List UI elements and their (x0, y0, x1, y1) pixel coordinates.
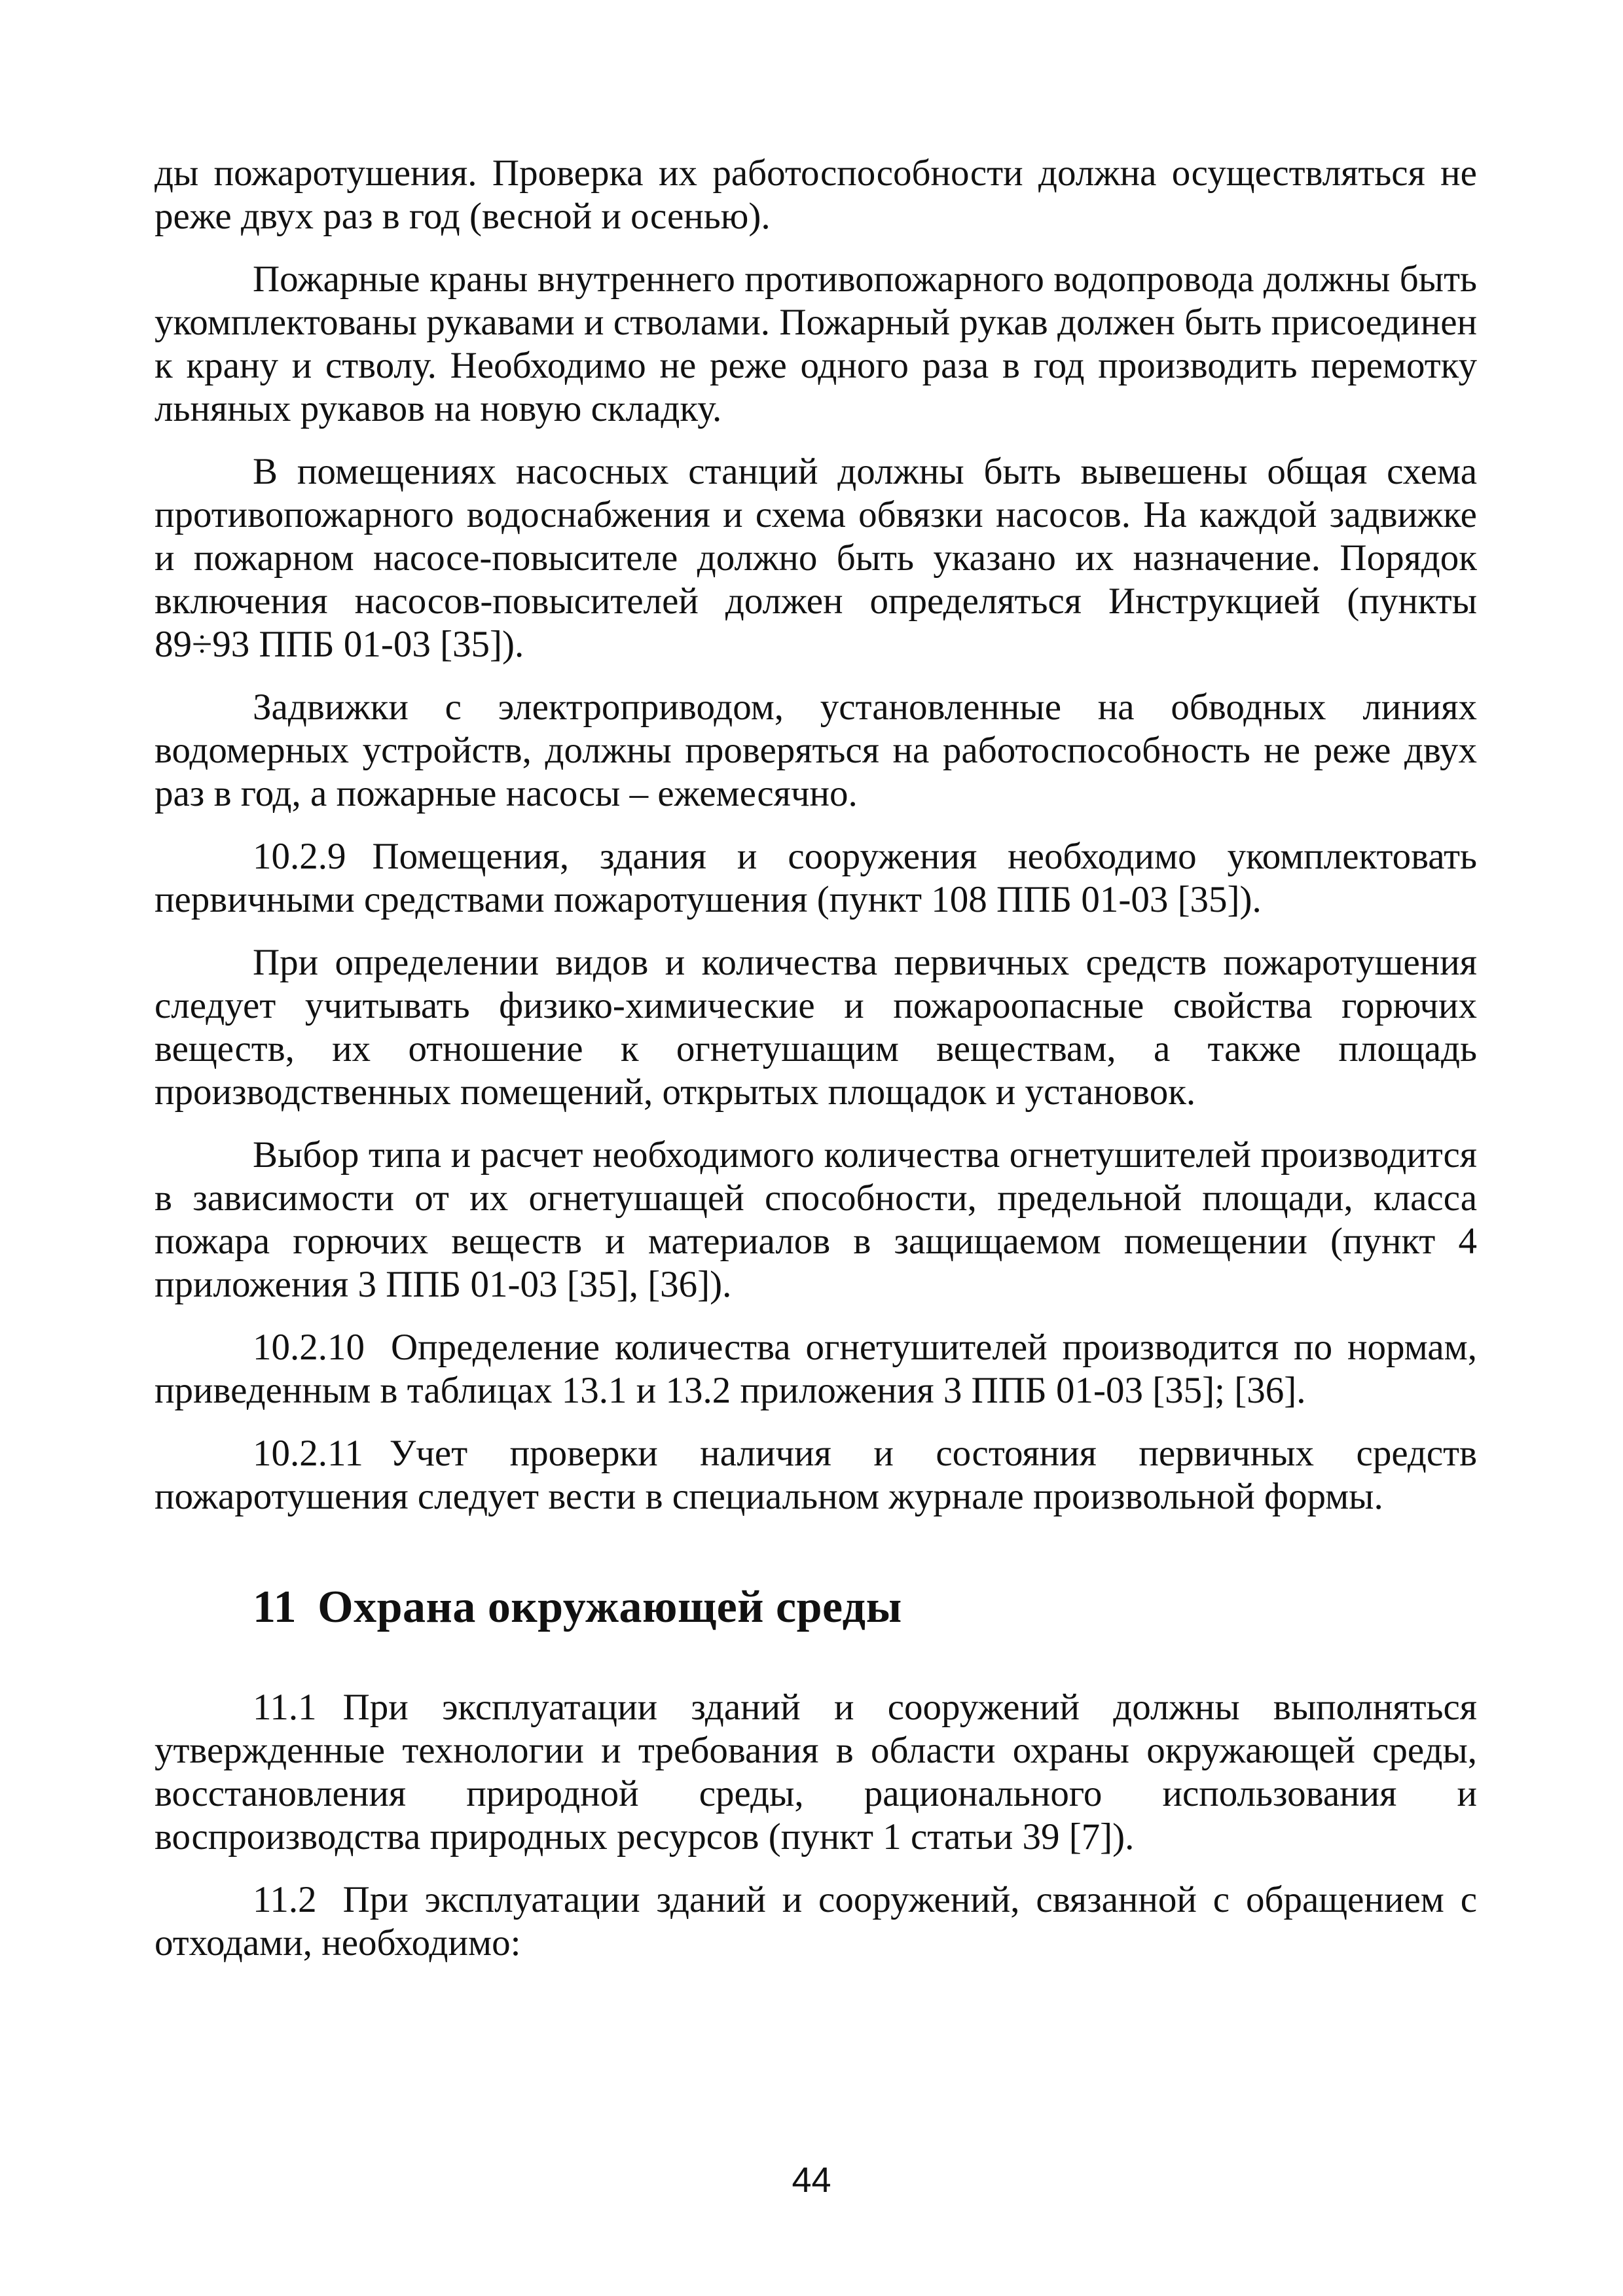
clause-label: 10.2.11 (253, 1433, 363, 1474)
paragraph-valves: Задвижки с электроприводом, установленные на обводных линиях водомерных устройств, должны проверяться на работоспособность не реже двух раз в год, а пожарные насосы – ежемесячно. (155, 687, 1477, 814)
clause-11-1 (155, 1686, 1477, 1859)
clause-label: 11.1 (253, 1687, 317, 1728)
clause-label: 10.2.10 (253, 1327, 365, 1368)
page-number: 44 (792, 2161, 831, 2200)
section-title: Охрана окружающей среды (318, 1582, 902, 1632)
clause-text: Определение количества огнетушителей производится по нормам, приведенным в таблицах 13.1 и 13.2 приложения 3 ППБ 01-03 [35]; [36]. (155, 1327, 1477, 1411)
clause-10-2-10 (155, 1326, 1477, 1412)
clause-text: Помещения, здания и сооружения необходимо укомплектовать первичными средствами пожаротушения (пункт 108 ППБ 01-03 [35]). (155, 836, 1477, 920)
section-number: 11 (253, 1582, 297, 1632)
clause-11-2 (155, 1878, 1477, 1965)
clause-text: Учет проверки наличия и состояния первичных средств пожаротушения следует вести в специальном журнале произвольной формы. (155, 1433, 1477, 1517)
page-body (155, 152, 1477, 1984)
clause-text: При эксплуатации зданий и сооружений должны выполняться утвержденные технологии и требования в области охраны окружающей среды, восстановления природной среды, рационального использования и воспроизводства природных ресурсов (пункт 1 статьи 39 [7]). (155, 1687, 1477, 1857)
clause-10-2-11 (155, 1432, 1477, 1518)
clause-10-2-9 (155, 835, 1477, 922)
paragraph-fire-hydrants: Пожарные краны внутреннего противопожарного водопровода должны быть укомплектованы рукавами и стволами. Пожарный рукав должен быть присоединен к крану и стволу. Необходимо не реже одного раза в год производить перемотку льняных рукавов на новую складку. (155, 259, 1477, 429)
section-heading (253, 1581, 1477, 1634)
paragraph-extinguisher-choice: Выбор типа и расчет необходимого количества огнетушителей производится в зависимости от их огнетушащей способности, предельной площади, класса пожара горючих веществ и материалов в защищаемом помещении (пункт 4 приложения 3 ППБ 01-03 [35], [36]). (155, 1134, 1477, 1305)
paragraph-primary-means: При определении видов и количества первичных средств пожаротушения следует учитывать физико-химические и пожароопасные свойства горючих веществ, их отношение к огнетушащим веществам, а также площадь производственных помещений, открытых площадок и установок. (155, 942, 1477, 1113)
clause-label: 11.2 (253, 1879, 317, 1920)
paragraph-continuation: ды пожаротушения. Проверка их работоспособности должна осуществляться не реже двух раз в год (весной и осенью). (155, 152, 1477, 237)
paragraph-pump-stations: В помещениях насосных станций должны быть вывешены общая схема противопожарного водоснабжения и схема обвязки насосов. На каждой задвижке и пожарном насосе-повысителе должно быть указано их назначение. Порядок включения насосов-повысителей должен определяться Инструкцией (пункты 89÷93 ППБ 01-03 [35]). (155, 451, 1477, 665)
clause-text: При эксплуатации зданий и сооружений, связанной с обращением с отходами, необходимо: (155, 1879, 1477, 1964)
clause-label: 10.2.9 (253, 836, 346, 877)
